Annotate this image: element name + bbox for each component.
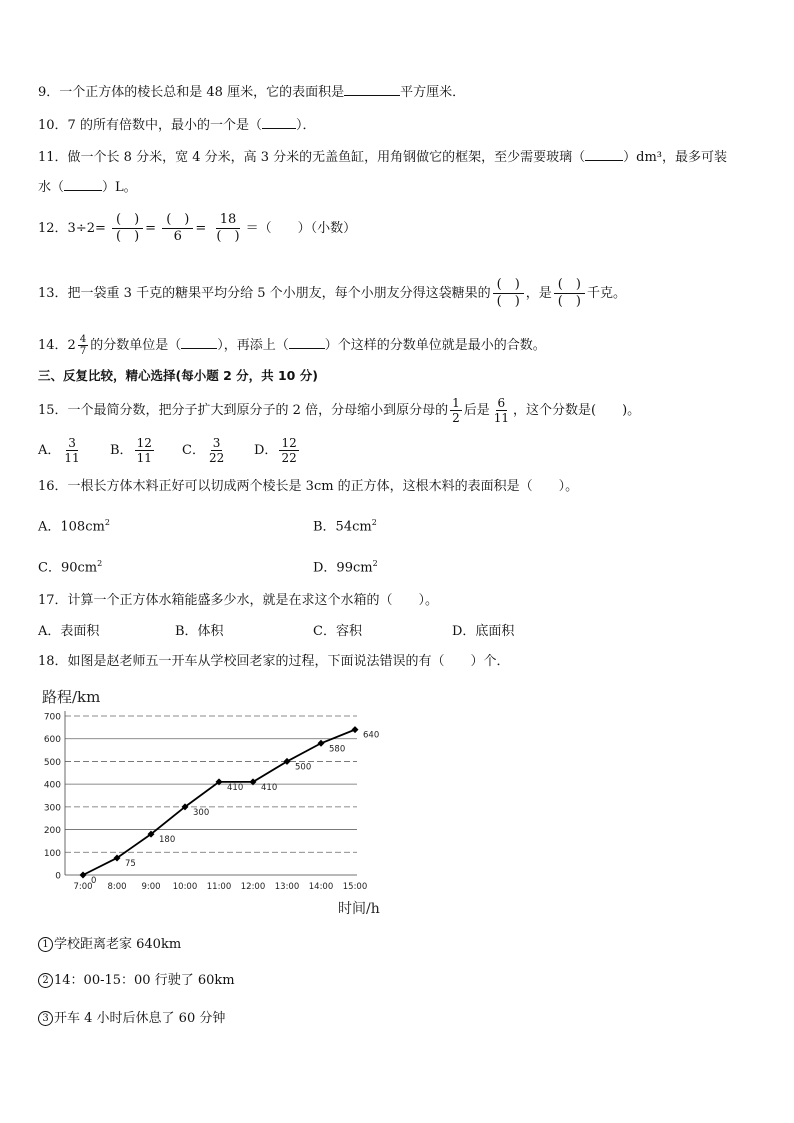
x-tick-label: 13:00 [274, 882, 300, 892]
data-label: 180 [159, 835, 176, 846]
q15-half-fraction: $\frac{1}{2}$ [452, 396, 460, 425]
question-11-line-1 [38, 147, 727, 167]
q14-fraction: $\frac{4}{7}$ [79, 334, 87, 357]
y-tick-label: 700 [43, 712, 61, 723]
q13-kg-fraction-blank[interactable]: $\frac{( )}{( )}$ [554, 277, 585, 310]
q11-water-blank[interactable] [64, 177, 102, 191]
q15-text-end: ，这个分数是( )。 [513, 403, 641, 418]
q11-text-mid: ）dm³，最多可装 [623, 150, 728, 165]
q15-result-fraction: $\frac{6}{11}$ [493, 396, 510, 425]
q14-text-mid2: ），再添上（ [217, 338, 289, 353]
q12-text: 12．3÷2= [38, 221, 106, 236]
q14-text-mid: 的分数单位是（ [90, 338, 182, 353]
x-tick-label: 11:00 [206, 882, 232, 892]
x-tick-label: 9:00 [141, 882, 161, 892]
q15-text: 15．一个最简分数，把分子扩大到原分子的 2 倍，分母缩小到原分母的 [38, 403, 449, 418]
q11-text-2: 水（ [38, 180, 65, 195]
q13-text-mid: ，是 [525, 286, 552, 301]
x-tick-label: 12:00 [240, 882, 266, 892]
question-18: 18．如图是赵老师五一开车从学校回老家的过程，下面说法错误的有（ ）个． [38, 654, 510, 669]
q11-text: 11．做一个长 8 分米，宽 4 分米，高 3 分米的无盖鱼缸，用角钢做它的框架，至少需要玻璃（ [38, 150, 586, 165]
q14-text-end: ）个这样的分数单位就是最小的合数。 [324, 338, 546, 353]
y-tick-label: 100 [43, 848, 61, 859]
y-tick-label: 400 [43, 780, 61, 791]
data-point [318, 740, 325, 747]
q12-decimal-blank: ＝（ ）（小数） [245, 221, 357, 236]
q9-text: 9．一个正方体的棱长总和是 48 厘米，它的表面积是 [38, 85, 345, 100]
chart-x-axis-label: 时间/h [338, 901, 380, 917]
question-9 [38, 82, 465, 102]
q16-option-b[interactable]: B．$54cm^2$ [313, 518, 377, 535]
question-14 [38, 332, 546, 360]
q16-option-c[interactable]: C．$90cm^2$ [38, 559, 103, 576]
x-tick-label: 10:00 [172, 882, 198, 892]
x-tick-label: 15:00 [342, 882, 368, 892]
data-label: 0 [91, 876, 97, 886]
q13-fraction-blank[interactable]: $\frac{( )}{( )}$ [493, 277, 524, 310]
data-label: 300 [193, 807, 210, 818]
q18-statement-3: 3 开车 4 小时后休息了 60 分钟 [38, 1010, 225, 1028]
q15-option-d[interactable]: D． $\frac{12}{22}$ [254, 436, 297, 465]
x-tick-label: 7:00 [73, 882, 93, 892]
q10-answer-blank[interactable] [262, 115, 296, 129]
chart-y-axis-label: 路程/km [42, 688, 101, 706]
data-label: 410 [261, 782, 278, 793]
y-tick-label: 500 [43, 757, 61, 768]
q13-text: 13．把一袋重 3 千克的糖果平均分给 5 个小朋友，每个小朋友分得这袋糖果的 [38, 286, 491, 301]
q10-text: 10．7 的所有倍数中，最小的一个是（ [38, 118, 262, 133]
q12-fraction-1[interactable]: $\frac{( )}{( )}$ [112, 212, 143, 245]
q17-option-b[interactable]: B．体积 [175, 624, 224, 639]
question-12 [38, 210, 356, 250]
q14-unit-blank[interactable] [181, 335, 217, 349]
data-label: 580 [329, 744, 346, 755]
q9-answer-blank[interactable] [344, 82, 400, 96]
q13-text-end: 千克。 [586, 286, 626, 301]
q17-option-d[interactable]: D．底面积 [452, 624, 515, 639]
q9-text-end: 平方厘米． [400, 85, 466, 100]
q15-text-mid: 后是 [463, 403, 490, 418]
data-point [352, 726, 359, 733]
question-11-line-2 [38, 177, 137, 197]
question-16: 16．一根长方体木料正好可以切成两个棱长是 3cm 的正方体，这根木料的表面积是（ ）。 [38, 479, 579, 494]
q11-glass-blank[interactable] [585, 147, 623, 161]
question-17: 17．计算一个正方体水箱能盛多少水，就是在求这个水箱的（ ）。 [38, 593, 439, 608]
q15-option-a[interactable]: A． $\frac{3}{11}$ [38, 436, 80, 465]
q12-fraction-3[interactable]: $\frac{18}{( )}$ [216, 212, 240, 244]
distance-time-line-chart [30, 683, 400, 918]
series-line [83, 730, 355, 875]
q15-option-b[interactable]: B． $\frac{12}{11}$ [110, 436, 152, 465]
data-label: 500 [295, 762, 312, 773]
q11-text-end: ）L。 [102, 180, 137, 195]
y-tick-label: 200 [43, 826, 61, 837]
q15-option-c[interactable]: C． $\frac{3}{22}$ [182, 436, 225, 465]
y-tick-label: 300 [43, 803, 61, 814]
data-label: 75 [125, 858, 136, 869]
question-13 [38, 275, 626, 315]
q17-option-c[interactable]: C．容积 [313, 624, 362, 639]
q17-option-a[interactable]: A．表面积 [38, 624, 100, 639]
section-3-heading: 三、反复比较，精心选择(每小题 2 分，共 10 分) [38, 368, 318, 383]
q14-count-blank[interactable] [289, 335, 325, 349]
q18-statement-1: 1 学校距离老家 640km [38, 936, 181, 954]
x-tick-label: 8:00 [107, 882, 127, 892]
data-label: 640 [363, 730, 380, 741]
q16-option-d[interactable]: D．$99cm^2$ [313, 559, 378, 576]
question-15 [38, 393, 640, 429]
q12-fraction-2[interactable]: $\frac{( )}{6}$ [162, 212, 193, 245]
q18-statement-2: 2 14：00-15：00 行驶了 60km [38, 972, 235, 990]
y-tick-label: 600 [43, 735, 61, 746]
q14-text: 14．2 [38, 338, 76, 353]
data-point [80, 872, 87, 879]
data-label: 410 [227, 782, 244, 793]
q16-option-a[interactable]: A．$108cm^2$ [38, 518, 110, 535]
x-tick-label: 14:00 [308, 882, 334, 892]
y-tick-label: 0 [55, 871, 61, 882]
q10-text-end: ）． [295, 118, 316, 133]
q12-equals-2: = [195, 221, 207, 236]
question-10 [38, 115, 315, 135]
q12-equals-1: = [145, 221, 157, 236]
